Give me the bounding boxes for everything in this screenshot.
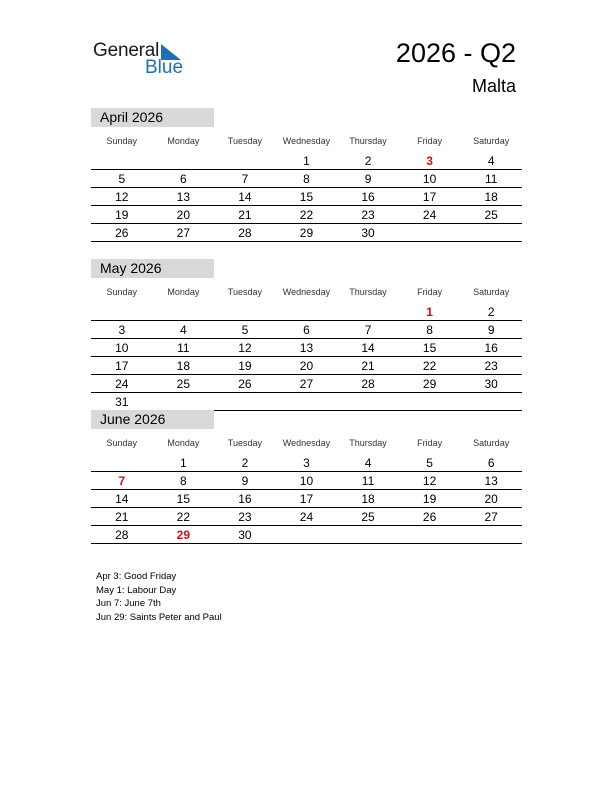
week-row (91, 339, 522, 357)
day-cell: 5 (399, 454, 461, 472)
week-row (91, 303, 522, 321)
day-cell (399, 224, 461, 242)
weekday-label: Sunday (106, 286, 138, 297)
day-cell: 21 (337, 357, 399, 375)
day-cell: 22 (276, 206, 338, 224)
day-cell: 23 (214, 508, 276, 526)
day-cell: 6 (460, 454, 522, 472)
day-cell: 30 (214, 526, 276, 544)
weekday-header-row (91, 280, 522, 303)
day-cell (460, 526, 522, 544)
week-row (91, 224, 522, 242)
day-cell: 19 (214, 357, 276, 375)
day-cell: 5 (91, 170, 153, 188)
month-calendar-table (91, 129, 522, 242)
holiday-item: Jun 29: Saints Peter and Paul (96, 611, 222, 623)
day-cell: 26 (399, 508, 461, 526)
day-cell: 3 (91, 321, 153, 339)
day-cell: 15 (399, 339, 461, 357)
day-cell: 6 (153, 170, 215, 188)
day-cell: 27 (276, 375, 338, 393)
generalblue-logo (93, 40, 193, 80)
month-header: April 2026 (91, 108, 214, 127)
day-cell: 7 (337, 321, 399, 339)
month-june (91, 410, 522, 544)
day-cell (214, 152, 276, 170)
week-row (91, 152, 522, 170)
weekday-label: Thursday (349, 286, 387, 297)
week-row (91, 526, 522, 544)
weekday-label: Wednesday (282, 286, 331, 297)
day-cell: 15 (276, 188, 338, 206)
day-cell: 11 (337, 472, 399, 490)
month-calendar-table (91, 280, 522, 411)
day-cell (337, 526, 399, 544)
weekday-label: Sunday (106, 135, 138, 146)
holiday-day-cell: 29 (153, 526, 215, 544)
day-cell: 2 (460, 303, 522, 321)
logo-word-blue: Blue (145, 57, 184, 78)
day-cell: 8 (276, 170, 338, 188)
day-cell: 22 (153, 508, 215, 526)
week-row (91, 357, 522, 375)
day-cell: 20 (153, 206, 215, 224)
day-cell (460, 224, 522, 242)
holiday-item: Jun 7: June 7th (96, 598, 161, 609)
day-cell: 18 (337, 490, 399, 508)
month-april (91, 108, 522, 242)
day-cell: 13 (460, 472, 522, 490)
day-cell (153, 152, 215, 170)
week-row (91, 393, 522, 411)
weekday-header-row (91, 129, 522, 152)
day-cell: 14 (214, 188, 276, 206)
holiday-day-cell: 7 (91, 472, 153, 490)
weekday-label: Tuesday (227, 135, 262, 146)
month-header: May 2026 (91, 259, 214, 278)
day-cell: 2 (214, 454, 276, 472)
day-cell: 18 (460, 188, 522, 206)
day-cell (460, 393, 522, 411)
day-cell: 25 (337, 508, 399, 526)
weekday-label: Monday (167, 286, 200, 297)
day-cell (214, 393, 276, 411)
day-cell: 12 (214, 339, 276, 357)
day-cell (214, 303, 276, 321)
day-cell: 10 (276, 472, 338, 490)
week-row (91, 454, 522, 472)
day-cell: 23 (460, 357, 522, 375)
day-cell (399, 526, 461, 544)
week-row (91, 490, 522, 508)
day-cell (153, 393, 215, 411)
week-row (91, 170, 522, 188)
day-cell: 18 (153, 357, 215, 375)
weekday-label: Friday (417, 437, 443, 448)
weekday-label: Saturday (473, 437, 510, 448)
holiday-item: May 1: Labour Day (96, 584, 177, 596)
day-cell: 10 (399, 170, 461, 188)
day-cell: 14 (91, 490, 153, 508)
day-cell: 21 (91, 508, 153, 526)
day-cell: 24 (399, 206, 461, 224)
day-cell: 24 (91, 375, 153, 393)
day-cell (153, 303, 215, 321)
day-cell: 1 (276, 152, 338, 170)
day-cell: 4 (153, 321, 215, 339)
day-cell (337, 303, 399, 321)
logo-word-general: General (93, 40, 160, 61)
day-cell: 1 (153, 454, 215, 472)
day-cell: 5 (214, 321, 276, 339)
day-cell: 2 (337, 152, 399, 170)
day-cell: 19 (91, 206, 153, 224)
week-row (91, 375, 522, 393)
day-cell (91, 152, 153, 170)
weekday-label: Saturday (473, 286, 510, 297)
day-cell: 27 (153, 224, 215, 242)
month-calendar-table (91, 431, 522, 544)
day-cell: 21 (214, 206, 276, 224)
day-cell: 11 (153, 339, 215, 357)
day-cell: 26 (91, 224, 153, 242)
day-cell: 17 (276, 490, 338, 508)
day-cell: 22 (399, 357, 461, 375)
day-cell: 16 (460, 339, 522, 357)
weekday-label: Saturday (473, 135, 510, 146)
weekday-header-row (91, 431, 522, 454)
day-cell: 23 (337, 206, 399, 224)
day-cell: 24 (276, 508, 338, 526)
day-cell: 4 (460, 152, 522, 170)
day-cell (399, 393, 461, 411)
day-cell: 17 (399, 188, 461, 206)
day-cell: 14 (337, 339, 399, 357)
day-cell: 8 (399, 321, 461, 339)
holiday-day-cell: 1 (399, 303, 461, 321)
day-cell (276, 303, 338, 321)
day-cell: 20 (460, 490, 522, 508)
weekday-label: Thursday (349, 135, 387, 146)
page-title: 2026 - Q2 (395, 38, 516, 68)
day-cell: 6 (276, 321, 338, 339)
weekday-label: Friday (417, 286, 443, 297)
day-cell: 25 (153, 375, 215, 393)
day-cell: 10 (91, 339, 153, 357)
weekday-label: Sunday (106, 437, 138, 448)
day-cell: 17 (91, 357, 153, 375)
day-cell: 4 (337, 454, 399, 472)
day-cell (91, 454, 153, 472)
day-cell: 30 (337, 224, 399, 242)
day-cell: 30 (460, 375, 522, 393)
day-cell (337, 393, 399, 411)
day-cell: 13 (276, 339, 338, 357)
day-cell: 11 (460, 170, 522, 188)
weekday-label: Monday (167, 437, 200, 448)
week-row (91, 508, 522, 526)
holiday-item: Apr 3: Good Friday (96, 571, 177, 582)
day-cell: 16 (214, 490, 276, 508)
day-cell: 31 (91, 393, 153, 411)
day-cell: 27 (460, 508, 522, 526)
day-cell: 15 (153, 490, 215, 508)
weekday-label: Wednesday (282, 135, 331, 146)
weekday-label: Tuesday (227, 437, 262, 448)
weekday-label: Thursday (349, 437, 387, 448)
day-cell: 9 (460, 321, 522, 339)
month-header: June 2026 (91, 410, 214, 429)
week-row (91, 472, 522, 490)
country-name: Malta (471, 76, 516, 96)
day-cell: 9 (337, 170, 399, 188)
weekday-label: Tuesday (227, 286, 262, 297)
month-may (91, 259, 522, 411)
day-cell: 29 (399, 375, 461, 393)
week-row (91, 188, 522, 206)
weekday-label: Friday (417, 135, 443, 146)
day-cell: 8 (153, 472, 215, 490)
day-cell: 25 (460, 206, 522, 224)
day-cell: 28 (337, 375, 399, 393)
day-cell: 19 (399, 490, 461, 508)
day-cell: 29 (276, 224, 338, 242)
day-cell: 7 (214, 170, 276, 188)
day-cell: 9 (214, 472, 276, 490)
day-cell: 12 (91, 188, 153, 206)
day-cell: 12 (399, 472, 461, 490)
day-cell (91, 303, 153, 321)
holiday-day-cell: 3 (399, 152, 461, 170)
day-cell (276, 393, 338, 411)
day-cell: 16 (337, 188, 399, 206)
weekday-label: Monday (167, 135, 200, 146)
day-cell: 3 (276, 454, 338, 472)
day-cell: 28 (91, 526, 153, 544)
holiday-list (96, 570, 222, 624)
day-cell: 13 (153, 188, 215, 206)
day-cell: 26 (214, 375, 276, 393)
week-row (91, 206, 522, 224)
week-row (91, 321, 522, 339)
day-cell: 20 (276, 357, 338, 375)
day-cell (276, 526, 338, 544)
day-cell: 28 (214, 224, 276, 242)
weekday-label: Wednesday (282, 437, 331, 448)
